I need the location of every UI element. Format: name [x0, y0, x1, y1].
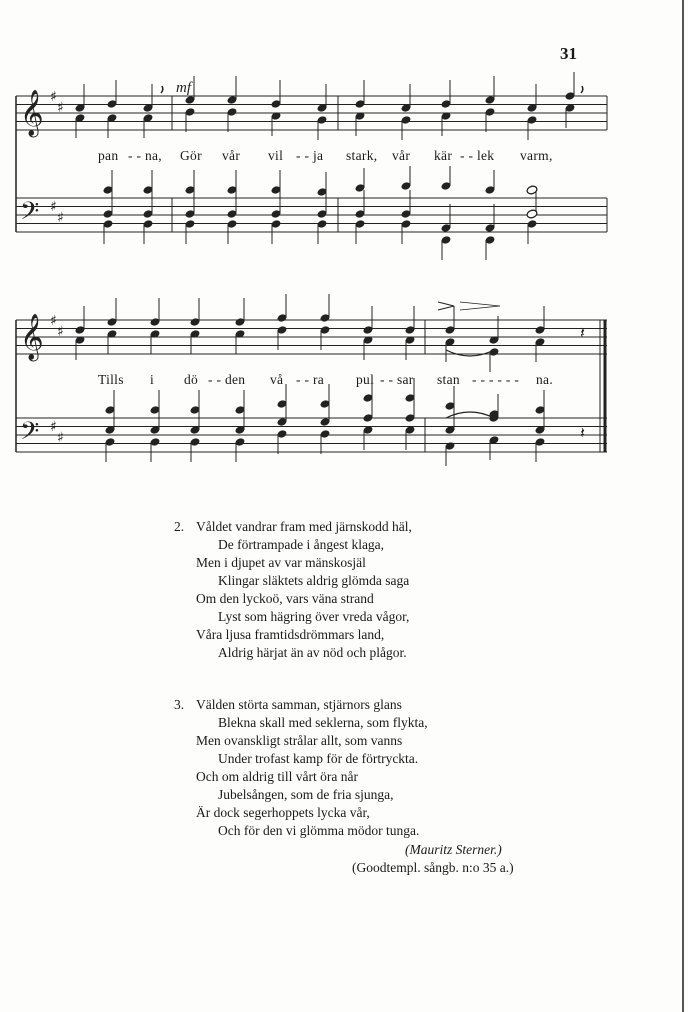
sharp-icon: ♯ — [50, 313, 57, 329]
sharp-icon: ♯ — [57, 210, 64, 226]
lyric-syllable: pul — [356, 372, 375, 387]
lyric-syllable: i — [150, 372, 155, 387]
verse-line: Lyst som hägring över vreda vågor, — [218, 609, 410, 624]
lyric-syllable: vår — [222, 148, 241, 163]
source-attribution: (Goodtempl. sångb. n:o 35 a.) — [352, 860, 514, 875]
decrescendo-icon — [460, 302, 500, 310]
verse-number: 3. — [174, 697, 185, 712]
verse-line: Under trofast kamp för de förtryckta. — [218, 751, 419, 766]
page-number: 31 — [560, 44, 577, 63]
verse-line: Men ovanskligt strålar allt, som vanns — [196, 733, 403, 748]
verse-line: Jubelsången, som de fria sjunga, — [218, 787, 394, 802]
lyric-syllable: - - sar — [380, 372, 414, 387]
lyric-syllable: - - lek — [460, 148, 495, 163]
verse-line: De förtrampade i ångest klaga, — [218, 537, 385, 552]
lyric-syllable: Tills — [98, 372, 124, 387]
tie-icon — [446, 350, 494, 356]
dynamic-mark: mf — [176, 80, 191, 96]
verse-line: Våra ljusa framtidsdrömmars land, — [196, 627, 385, 642]
lyric-syllable: stan — [437, 372, 460, 387]
music-score — [0, 0, 688, 480]
lyric-syllable: vil — [268, 148, 284, 163]
lyric-syllable: Gör — [180, 148, 202, 163]
breath-mark-icon — [581, 86, 583, 93]
tie-icon — [446, 412, 494, 418]
lyric-syllable: varm, — [520, 148, 553, 163]
verse-line: Våldet vandrar fram med järnskodd häl, — [196, 519, 412, 534]
bass-clef-icon: 𝄢 — [20, 417, 40, 452]
sharp-icon: ♯ — [57, 324, 64, 340]
verse-line: Och för den vi glömma mödor tunga. — [218, 823, 420, 838]
verse-line: Välden störta samman, stjärnors glans — [196, 697, 402, 712]
sharp-icon: ♯ — [57, 430, 64, 446]
lyric-syllable: - - - - - - — [472, 372, 520, 387]
verse-line: Men i djupet av var mänskosjäl — [196, 555, 366, 570]
sharp-icon: ♯ — [50, 419, 57, 435]
lyric-syllable: stark, — [346, 148, 378, 163]
quarter-rest-icon: 𝄽 — [580, 323, 585, 342]
lyric-syllable: vå — [270, 372, 284, 387]
treble-clef-icon: 𝄞 — [20, 314, 44, 360]
treble-clef-icon: 𝄞 — [20, 90, 44, 136]
author-attribution: (Mauritz Sterner.) — [405, 842, 502, 857]
lyric-syllable: vår — [392, 148, 411, 163]
verse-line: Är dock segerhoppets lycka vår, — [196, 805, 370, 820]
sharp-icon: ♯ — [50, 199, 57, 215]
verse-2 — [174, 518, 412, 662]
lyric-syllable: na. — [536, 372, 554, 387]
lyric-syllable: kär — [434, 148, 453, 163]
accent-icon — [438, 302, 454, 310]
lyric-syllable: - - ra — [296, 372, 325, 387]
quarter-rest-icon: 𝄽 — [580, 423, 585, 442]
lyric-syllable: dö — [184, 372, 199, 387]
verse-3 — [174, 696, 428, 840]
lyric-syllable: pan — [98, 148, 119, 163]
sharp-icon: ♯ — [57, 100, 64, 116]
lyric-syllable: - - na, — [128, 148, 162, 163]
verse-line: Aldrig härjat än av nöd och plågor. — [218, 645, 407, 660]
breath-mark-icon — [161, 86, 163, 93]
bass-clef-icon: 𝄢 — [20, 197, 40, 232]
lyric-syllable: - - ja — [296, 148, 324, 163]
verse-line: Om den lyckoö, vars väna strand — [196, 591, 374, 606]
verse-line: Blekna skall med seklerna, som flykta, — [218, 715, 428, 730]
verse-line: Och om aldrig till vårt öra når — [196, 769, 358, 784]
verse-number: 2. — [174, 519, 185, 534]
verse-line: Klingar släktets aldrig glömda saga — [218, 573, 410, 588]
lyric-syllable: - - den — [208, 372, 246, 387]
sharp-icon: ♯ — [50, 89, 57, 105]
